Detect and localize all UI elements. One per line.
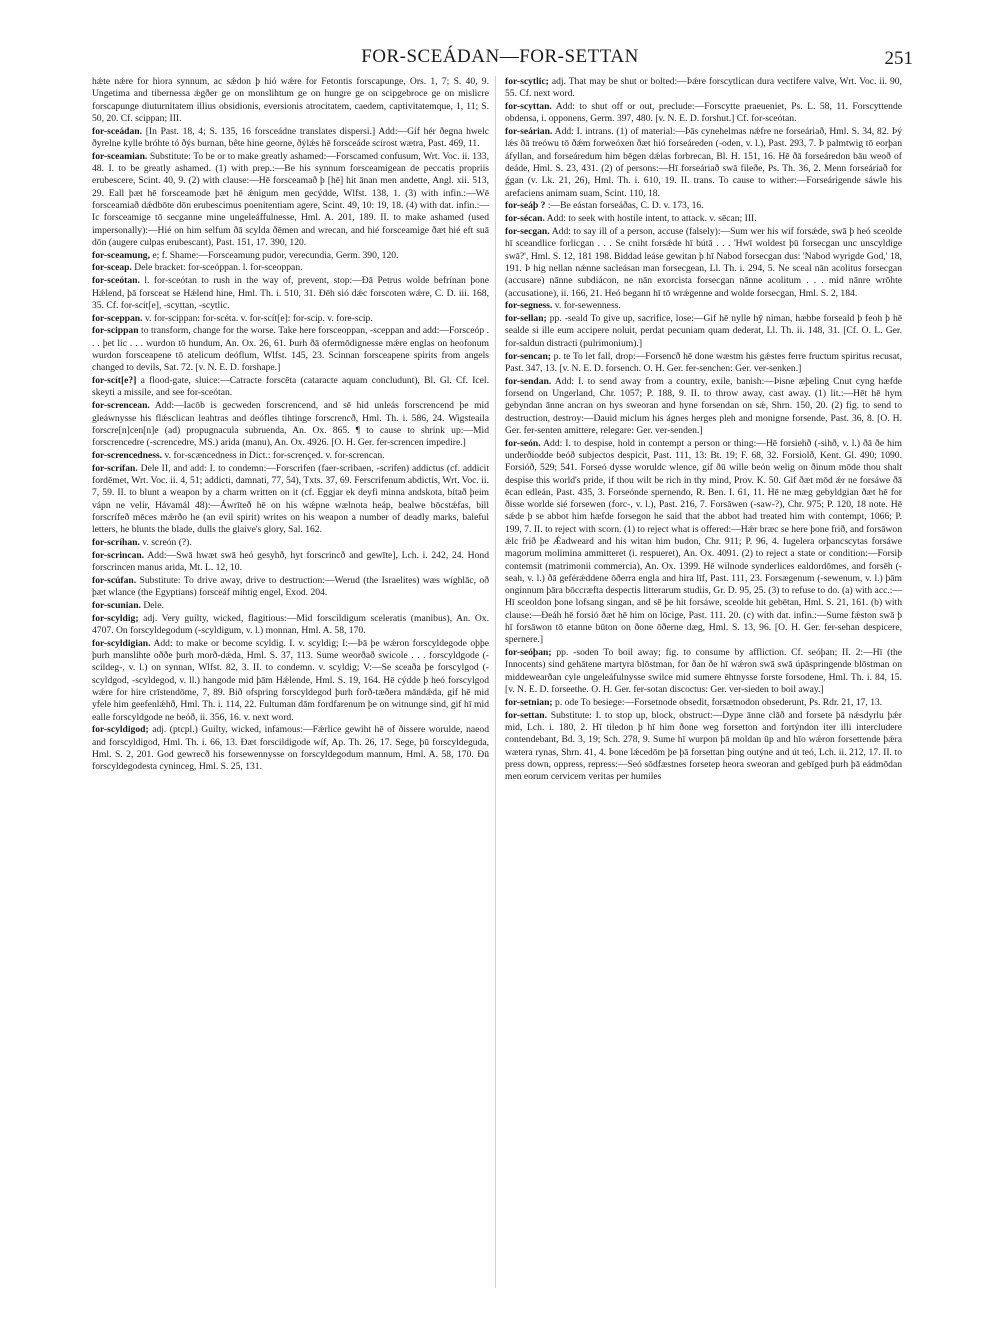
entry-headword: for-sceamian. — [92, 150, 148, 162]
entry-headword: for-segness. — [505, 300, 553, 312]
entry-definition: Substitute: I. to stop up, block, obstruct:—Dype ānne clāð and forsete þā nǽsdyrlu þǽr mid, Lch. i. 180, 2. Hī tiledon þ hī him ðone weg forsetton and fortýndon iter illi intercludere contendebant, Bd. 3, 19; Sch. 278, 9. Sume hī wurpon þā moldan ūp and hīo wǽron forsettende þǽra wætera rynas, Shrn. 41, 4. Þone lǽcedōm þe þā forsettan þing outýne and út teó, Lch. ii. 212, 17. II. to press down, oppress, repress:—Seó sōdfæstnes forsetep heora sweoran and gebīged þurh þā eádmōdan men eorum cervicem veritas per humiles — [505, 709, 902, 783]
left-column — [92, 76, 489, 1288]
dictionary-entry — [505, 126, 902, 200]
dictionary-entry — [505, 213, 902, 225]
dictionary-entry — [505, 313, 902, 350]
entry-definition: Add: I. intrans. (1) of material:—Þās cynehelmas nǽfre ne forseáriað, Hml. S. 34, 82. Þý lǽs ðā treówu tō ðǽm forweóxen ðæt hió forseáreden (-oden, v. l.), Past. 293, 7. Þ palmtwig tō eorþan áfyllan, and forseáredum him bēgen dǽlas forbrecan, Bl. H. 151, 16. Hē ðā forseáredon bāu weoð of deáde, Hml. S. 23, 431. (2) of persons:—Hī forseáriað swā fileðe, Ps. Th. 36, 2. Menn forseáriað for ǵgan (v. Lk. 21, 26), Hml. Th. i. 610, 19. II. trans. To cause to wither:—Forseárigende sáwle his arefaciens animam suam, Scint. 110, 18. — [505, 126, 902, 199]
entry-definition: Substitute: To drive away, drive to destruction:—Werud (the Israelites) wæs wíghlāc, oð þæt wlance (the Egyptians) forsceáf mihtig engel, Exod. 204. — [92, 574, 489, 599]
entry-definition: [In Past. 18, 4; S. 135, 16 forsceádne translates dispersi.] Add:—Gif hér ðegna hwelc ðyrelne kylle bróhte tó ðýs burnan, bête hine georne, ðýlǽs hē forsceáde scírost wætra, Past. 469, 11. — [92, 125, 489, 149]
dictionary-entry — [505, 438, 902, 647]
entry-definition: v. for-sewenness. — [554, 300, 621, 312]
dictionary-entry — [505, 376, 902, 437]
entry-definition: Substitute: To be or to make greatly ashamed:—Forscamed confusum, Wrt. Voc. ii. 133, 48. I. to be greatly ashamed. (1) with prep.:—Be his synnum forsceamigean de peccatis propriis erubescere, Scint. 40, 9. (2) with clause:—Hē forsceamað þ [hē] hit ānan men andette, Angl. xii. 513, 29. Eall þæt hē forsceamode þæt hē ǽnigum men gecýdde, Wlfst. 138, 1. (3) with infin.:—Wē forsceamiað dǽdbōte dōn erubescimus poenitentiam agere, Scint. 49, 10: 19, 18. (4) with dat. infin.:—Ic forsceamige tō secganne mine ungeleáffulnesse, Hml. A. 201, 189. II. to make ashamed (used impersonally):—Hié on him selfum ðā scylda ðēmen and wrecan, and hié forsceamige ðæt hié eft suā dōn (augere culpas erubescant), Past. 151, 17. 390, 120. — [92, 150, 489, 248]
running-head — [0, 44, 1000, 70]
entry-definition: hǽte nǽre for hiora synnum, ac sǽdon þ hió wǽre for Fetontis forscapunge, Ors. 1, 7; S. 40, 9. Ungetima and tibernessa ǽgðer ge on monslihtum ge on hungre ge on scipgebroce ge on mislicre forscapunge diuturnitatem illius obsidionis, eversionis atrocitatem, caedem, captivitatemque, 1, 11; S. 50, 20. Cf. scippan; III. — [92, 76, 489, 124]
dictionary-entry — [92, 400, 489, 449]
entry-definition: Add: to seek with hostile intent, to attack. v. sēcan; III. — [546, 213, 757, 225]
entry-headword: for-scyldig; — [92, 612, 139, 624]
entry-definition: Add: I. to send away from a country, exile, banish:—Þisne æþeling Cnut cyng hæfde forsend on Ungerland, Chr. 1057; P. 188, 9. II. to throw away, cast away. (1) lit.:—Hēt hē hym gebyndan ānne ancran on hys sweoran and hyne forsendan on sǽ, Shrn. 150, 20. (2) fig. to send to destruction, destroy:—Dauid miclum his ágnes herges pleh and monigne forsende, Past. 36, 8. [O. H. Ger. fer-senten amittere, relegare: Ger. ver-senden.] — [505, 375, 902, 436]
dictionary-entry — [92, 250, 489, 262]
text-columns — [92, 76, 907, 1288]
entry-definition: v. for-scæncedness in Dict.: for-scrençed. v. for-screncan. — [164, 449, 385, 461]
entry-headword: for-sceamung, — [92, 249, 150, 261]
entry-headword: for-sendan. — [505, 375, 552, 387]
running-title: FOR-SCEÁDAN—FOR-SETTAN — [361, 46, 639, 67]
dictionary-entry — [92, 375, 489, 400]
entry-definition: a flood-gate, sluice:—Catracte forscēta (cataracte aquam concludunt), Bl. Gl. Cf. Icel. skeyti a missile, and see for-sceótan. — [92, 375, 489, 399]
dictionary-entry — [505, 101, 902, 126]
entry-headword: for-setnian; — [505, 696, 553, 708]
entry-headword: for-scúfan. — [92, 574, 137, 586]
entry-definition: pp. -seald To give up, sacrifice, lose:—Gif hē nylle hȳ niman, hæbbe forseald þ feoh þ hē sealde si ille eum accipere noluit, perdat pecuniam quam dederat, Ll. Th. ii. 148, 31. [Cf. O. L. Ger. for-saldun distracti (pulrimonium).] — [505, 313, 902, 349]
entry-headword: for-seón. — [505, 437, 541, 449]
dictionary-entry — [505, 647, 902, 696]
dictionary-entry — [92, 126, 489, 151]
entry-headword: for-sécan. — [505, 213, 545, 225]
entry-headword: for-sellan; — [505, 313, 547, 325]
entry-headword: for-scyldigian. — [92, 637, 151, 649]
entry-definition: e; f. Shame:—Forsceamung pudor, verecundia, Germ. 390, 120. — [152, 249, 399, 261]
dictionary-entry — [92, 151, 489, 249]
entry-definition: pp. -soden To boil away; fig. to consume by affliction. Cf. seóþan; II. 2:—Hī (the Innocents) sind gehātene martyra blōstman, for ðan ðe hī wǽron swā swā úpāspringende blōstman on middewearðan cyle ungeleáfulnysse swilce mid sumere ēhtnysse forste forsodene, Hml. Th. i. 84, 15. [v. N. E. D. forseethe. O. H. Ger. fer-sotan discoctus: Ger. ver-sieden to boil away.] — [505, 647, 902, 696]
dictionary-entry — [92, 262, 489, 274]
dictionary-entry — [92, 638, 489, 724]
dictionary-entry — [505, 710, 902, 784]
right-column — [505, 76, 902, 1288]
entry-headword: for-scunian. — [92, 599, 141, 611]
entry-headword: for-scrincan. — [92, 549, 145, 561]
entry-definition: l. for-sceótan to rush in the way of, prevent, stop:—Ðā Petrus wolde befrínan þone Hǽlend, þā forsceat se Hǽlend hine, Hml. Th. i. 510, 31. Ðēh sió dǽc forscoten wǽre, C. D. iii. 168, 35. Cf. for-scít[e], -scyttan, -scytlic. — [92, 275, 489, 311]
entry-headword: for-sceádan. — [92, 125, 143, 137]
entry-definition: Dele bracket: for-sceóppan. l. for-sceoppan. — [134, 262, 303, 274]
entry-definition: adj. (ptcpl.) Guilty, wicked, infamous:—Fǽrlice gewiht hē of ðissere worulde, naeod and forscyldigod, Hml. Th. i. 66, 13. Ðæt forscildigode wíf, Ap. Th. 26, 17. Sege, þū forscyldeguda, Hml. S. 2, 201. God gewrecð his forsewennysse on forscyldegodum mannum, Hml. A. 58, 170. Ðū forscyldegodesta cyninceg, Hml. S. 25, 131. — [92, 724, 489, 773]
entry-headword: for-screncean. — [92, 400, 150, 412]
entry-headword: for-scyldigod; — [92, 724, 149, 736]
entry-definition: p. te To let fall, drop:—Forsencð hē done wæstm his gǽstes ferre fructum spiritus recusat, Past. 347, 13. [v. N. E. D. forsench. O. H. Ger. fer-senchen: Ger. ver-senken.] — [505, 350, 902, 374]
entry-headword: for-scít[e?] — [92, 375, 137, 387]
entry-headword: for-sceap. — [92, 262, 132, 274]
dictionary-entry — [505, 76, 902, 101]
entry-headword: for-sceppan. — [92, 312, 143, 324]
dictionary-entry — [92, 275, 489, 312]
dictionary-entry — [92, 76, 489, 125]
dictionary-entry — [92, 600, 489, 612]
dictionary-entry — [92, 550, 489, 575]
entry-headword: for-scrífan. — [92, 462, 138, 474]
entry-definition: Add:—Iacōb is gecweden forscrencend, and sē hid unleás forscrencend þe mid gleáwnysse his flǽsclican leahtras and deófles tihtinge forscrencð, Hml. Th. i. 586, 24. Wigsteaila forscre[n]cen[n]e (ad) propugnacula subruenda, An. Ox. 865. ¶ to cause to shrink up:—Mid forscrencedre (-screncedre, MS.) arida (manu), An. Ox. 4926. [O. H. Ger. fer-screncen impedire.] — [92, 400, 489, 449]
entry-definition: v. screón (?). — [142, 536, 192, 548]
dictionary-entry — [92, 313, 489, 325]
entry-definition: Add:—Swā hwæt swā heó gesyhð, hyt forscrincð and gewīte], Lch. i. 242, 24. Hond forscrincen manus arida, Mt. L. 12, 10. — [92, 549, 489, 574]
dictionary-entry — [92, 575, 489, 600]
entry-definition: Add: to make or become scyldig. I. v. scyldig; I:—Þā þe wǽron forscyldegode oþþe þurh manslihte oððe þurh morð-dǽda, Hml. S. 37, 113. Sume weorðað swicole . . . forscyldgode (-scildeg-, v. l.) on synnan, Wlfst. 82, 3. II. to condemn. v. scyldig; V:—Se sceaða þe forscylgod (-scyldgod, -scyldegod, v. ll.) hangode mid þām Hǽlende, Hml. S. 19, 164. Hē cýdde þ heó forscylgod wǽre for hire crīstendōme, 7, 89. Bið ofspring forscyldegod þurh forð-tæðera māndǽda, gif hē mid yfele him geefenlǽhð, Hml. Th. i. 114, 22. Fultuman dām fordfarenum þe on witnunge sind, gif hī mid ealle forscyldgode ne beóð, ii. 356, 16. v. next word. — [92, 637, 489, 723]
entry-headword: for-scríhan. — [92, 536, 140, 548]
dictionary-entry — [92, 325, 489, 374]
entry-headword: for-settan. — [505, 709, 548, 721]
entry-definition: Add: to say ill of a person, accuse (falsely):—Sum wer his wíf forsǽde, swā þ heó sceolde hī sceandlice forlicgan . . . Se cniht forsǽde hī bútā . . . 'Hwī woldest þū forsecgan unc unscyldige swā?', Hml. S. 12, 181 198. Biddad leáse gewitan þ hī Nabod forsecgan dus: 'Nabod wyrigde God,' 18, 191. Þ hig nellan nǽnne sacleásan man forsecgean, Ll. Th. i. 294, 5. Ne sceal nān acolitus forsecgan (accusare) nānne subdiácon, ne nān exorcista forsecgan nānne acolitum . . . mid nānre wrōhte (accusatione), ii. 166, 21. Heó begann hī tō wrǽgenne and wolde forsecgan, Hml. S. 2, 184. — [505, 226, 902, 299]
entry-definition: Dele II, and add: I. to condemn:—Forscrifen (faer-scribaen, -scrifen) addictus (cf. addicit fordēmet, Wrt. Voc. ii. 4, 51; addicti, damnati, 77, 54), Txts. 37, 69. Ferscrifenum abdictis, Wrt. Voc. ii. 7, 59. II. to blunt a weapon by a charm written on it (cf. Eggjar ek deyfi minna andskota, bítað þeim vápn ne velir, Hávamál 48):—Áwrīteð hē on his wǽpne wælnota heáp, bealwe bōcstǽfas, bill forscrífeð mēces mǽrðo he (an evil spirit) writes on his weapon a number of deadly marks, baleful letters, he blunts the blade, dulls the glaive's glory, Sal. 162. — [92, 462, 489, 536]
entry-definition: adj. That may be shut or bolted:—Þǽre forscytlican dura vectifere valve, Wrt. Voc. ii. 90, 55. Cf. next word. — [505, 76, 902, 100]
dictionary-entry — [505, 351, 902, 376]
dictionary-entry — [505, 226, 902, 300]
entry-definition: adj. Very guilty, wicked, flagitious:—Mid forscildigum sceleratis (manibus), An. Ox. 4707. On forscyldegodum (-scyldigum, v. l.) monnan, Hml. A. 58, 170. — [92, 612, 489, 637]
entry-definition: p. ode To besiege:—Forsetnode obsedit, forsætnodon obsederunt, Ps. Rdr. 21, 17, 13. — [555, 696, 883, 708]
entry-headword: for-sencan; — [505, 350, 552, 362]
entry-headword: for-secgan. — [505, 226, 550, 238]
dictionary-entry — [92, 537, 489, 549]
entry-definition: v. for-scippan: for-scéta. v. for-scít[e]: for-scip. v. fore-scip. — [144, 312, 373, 324]
dictionary-entry — [92, 463, 489, 537]
entry-headword: for-seáþ ? — [505, 200, 546, 212]
entry-definition: Dele. — [143, 599, 164, 611]
dictionary-entry — [92, 613, 489, 638]
entry-headword: for-screncedness. — [92, 449, 163, 461]
entry-definition: :—Be eástan forseáðas, C. D. v. 173, 16. — [547, 200, 704, 212]
entry-definition: to transform, change for the worse. Take here forsceoppan, -sceppan and add:—Forsceóp . . . þet líc . . . wurdon tō hundum, An. Ox. 26, 61. Þurh ðā ofermōdignesse mǽre englas on heofonum wurdon forsceapene tō atelicum deóflum, Wlfst. 145, 23. Scinnan forsceapene spirits from angels changed to devils, Sat. 72. [v. N. E. D. forshape.] — [92, 325, 489, 374]
dictionary-entry — [505, 697, 902, 709]
page-number: 251 — [884, 48, 913, 69]
entry-headword: for-scippan — [92, 325, 139, 337]
entry-headword: for-scyttan. — [505, 101, 552, 113]
dictionary-entry — [92, 450, 489, 462]
dictionary-entry — [505, 300, 902, 312]
dictionary-entry — [505, 200, 902, 212]
entry-headword: for-seóþan; — [505, 647, 552, 659]
entry-definition: Add: I. to despise, hold in contempt a person or thing:—Hē forsiehð (-sihð, v. l.) ðā ðe him underðíodde beóð subjectos despicit, Past. 111, 13: Bt. 19; F. 68, 32. Forsiolð, Kent. Gl. 490; 1090. Forsióð, 529; 541. Forseó dysse woruldc wlence, gif ðū wille beón welig on ðinum mōde thou shalt despise this world's pride, if thou wilt be rich in thy mind, Prov. K. 50. Gif ðæt mōd ǽr ne forsáwe ðā ēcan edleán, Past. 435, 3. Forseónde spernendo, R. Ben. I. 61, 11. Hē ne mæg gebyldgian ðæt hē for ðisse worlde sié forsewen (forc-, v. l.), Past. 216, 7. Forsāwen (-saw-?), Chr. 975; P. 120, 18 note. Hē sǽde þ se abbot him hæfde forsegon he said that the abbot had treated him with contempt, 1066; P. 199, 7. II. to reject with scorn. (1) to reject what is offered:—Hǽr bræc se here þone frið, and forsāwon ǽlc frið þe Ǽadweard and his witan him budon, Chr. 911; P. 96, 4. Iugelera orþancscytas forsáwe magorum molimina ammitteret (i. respueret), An. Ox. 4091. (2) to reject a state or condition:—Forsiþ contemsit (matrimonii commercia), An. Ox. 1399. Hē wilnode synderlices ealdordōmes, and forsēh (-seah, v. l.) ðā geférǽddene ōðerra engla and hira līf, Past. 111, 23. Forsægenum (-sewenum, v. l.) þām onginnum þāra bōccræfta despectis litterarum studiis, Gr. D. 95, 25. (3) to refuse to do. (a) with acc.:—Hī sceoldon þone lofsang singan, and sē þe hit forsáwe, sceolde hit gebētan, Hml. S. 21, 161. (b) with clause:—Ðeáh hē forsió ðæt hē him on lōcige, Past. 111. 20. (c) with dat. infin.:—Sume fǽston swā þ hī forsāwon tō etanne būton on ðone ōðerne dæg, Hml. S. 13, 96. [O. H. Ger. fer-sehan despicere, spernere.] — [505, 437, 902, 646]
column-gutter — [495, 76, 496, 1288]
dictionary-entry — [92, 724, 489, 773]
entry-headword: for-scytlic; — [505, 76, 549, 87]
entry-headword: for-seárian. — [505, 126, 553, 138]
entry-definition: Add: to shut off or out, preclude:—Forscytte praeueniet, Ps. L. 58, 11. Forscyttende obdensa, i. opponens, Germ. 397, 480. [v. N. E. D. forshut.] Cf. for-sceótan. — [505, 101, 902, 125]
entry-headword: for-sceótan. — [92, 275, 140, 287]
